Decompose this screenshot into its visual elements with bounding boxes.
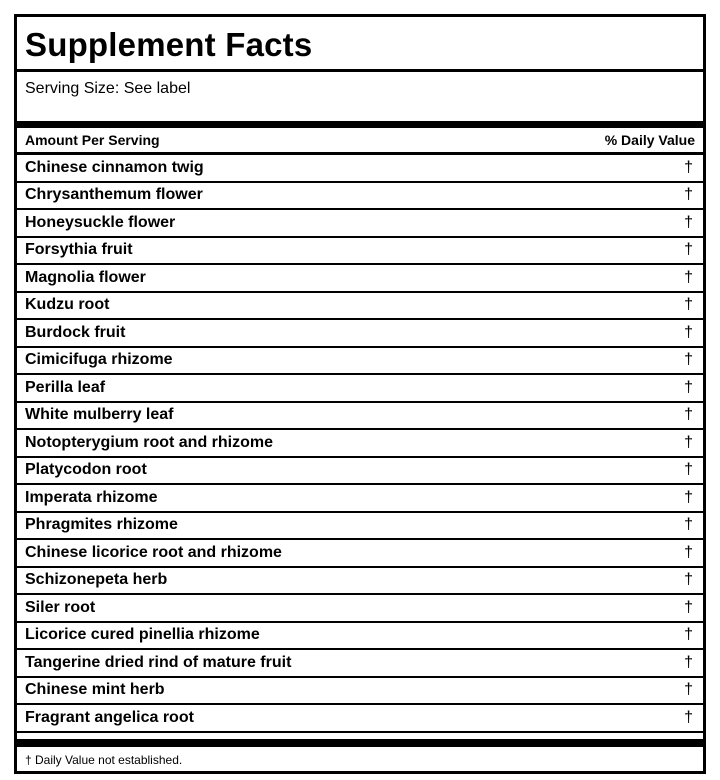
ingredient-daily-value: † — [684, 681, 693, 699]
daily-value-header: % Daily Value — [604, 132, 695, 148]
ingredient-row — [17, 183, 703, 211]
ingredient-row — [17, 540, 703, 568]
ingredient-daily-value: † — [684, 213, 693, 231]
ingredient-daily-value: † — [684, 323, 693, 341]
ingredient-row — [17, 320, 703, 348]
ingredient-daily-value: † — [684, 653, 693, 671]
ingredient-daily-value: † — [684, 241, 693, 259]
ingredient-name: Magnolia flower — [25, 268, 146, 286]
ingredient-daily-value: † — [684, 626, 693, 644]
ingredient-name: Kudzu root — [25, 296, 110, 314]
ingredient-daily-value: † — [684, 598, 693, 616]
ingredient-row — [17, 678, 703, 706]
ingredient-name: Honeysuckle flower — [25, 213, 176, 231]
ingredient-name: Notopterygium root and rhizome — [25, 433, 273, 451]
ingredient-daily-value: † — [684, 268, 693, 286]
ingredient-name: Licorice cured pinellia rhizome — [25, 626, 260, 644]
ingredient-row — [17, 293, 703, 321]
ingredient-row — [17, 623, 703, 651]
ingredient-daily-value: † — [684, 406, 693, 424]
ingredient-daily-value: † — [684, 296, 693, 314]
ingredient-row — [17, 650, 703, 678]
column-header-row — [17, 128, 703, 155]
footer-divider — [17, 739, 703, 747]
ingredient-daily-value: † — [684, 351, 693, 369]
ingredient-row — [17, 210, 703, 238]
ingredient-daily-value: † — [684, 433, 693, 451]
ingredient-name: Imperata rhizome — [25, 488, 158, 506]
ingredient-row — [17, 155, 703, 183]
ingredient-daily-value: † — [684, 708, 693, 726]
ingredient-row — [17, 705, 703, 733]
ingredient-daily-value: † — [684, 488, 693, 506]
ingredient-daily-value: † — [684, 543, 693, 561]
ingredient-name: Tangerine dried rind of mature fruit — [25, 653, 292, 671]
ingredient-row — [17, 595, 703, 623]
ingredient-row — [17, 403, 703, 431]
ingredient-name: Cimicifuga rhizome — [25, 351, 173, 369]
serving-size: Serving Size: See label — [17, 72, 703, 128]
ingredient-row — [17, 265, 703, 293]
ingredient-row — [17, 513, 703, 541]
ingredient-row — [17, 458, 703, 486]
ingredient-name: Platycodon root — [25, 461, 147, 479]
ingredient-name: White mulberry leaf — [25, 406, 174, 424]
ingredient-row — [17, 238, 703, 266]
ingredient-name: Phragmites rhizome — [25, 516, 178, 534]
ingredient-row — [17, 375, 703, 403]
ingredient-row — [17, 348, 703, 376]
ingredient-name: Perilla leaf — [25, 378, 106, 396]
ingredient-name: Schizonepeta herb — [25, 571, 168, 589]
panel-title: Supplement Facts — [17, 17, 703, 72]
ingredient-row — [17, 568, 703, 596]
amount-per-serving-header: Amount Per Serving — [25, 132, 160, 148]
ingredient-row — [17, 485, 703, 513]
footnote: † Daily Value not established. — [25, 752, 183, 767]
ingredient-name: Chinese cinnamon twig — [25, 158, 204, 176]
ingredient-list — [17, 155, 703, 733]
ingredient-daily-value: † — [684, 516, 693, 534]
ingredient-name: Forsythia fruit — [25, 241, 133, 259]
ingredient-daily-value: † — [684, 461, 693, 479]
ingredient-name: Chrysanthemum flower — [25, 186, 203, 204]
ingredient-daily-value: † — [684, 158, 693, 176]
ingredient-daily-value: † — [684, 571, 693, 589]
supplement-facts-panel — [14, 14, 706, 774]
ingredient-daily-value: † — [684, 186, 693, 204]
ingredient-name: Burdock fruit — [25, 323, 126, 341]
ingredient-daily-value: † — [684, 378, 693, 396]
ingredient-name: Siler root — [25, 598, 96, 616]
ingredient-name: Chinese licorice root and rhizome — [25, 543, 282, 561]
ingredient-name: Fragrant angelica root — [25, 708, 194, 726]
ingredient-row — [17, 430, 703, 458]
ingredient-name: Chinese mint herb — [25, 681, 165, 699]
